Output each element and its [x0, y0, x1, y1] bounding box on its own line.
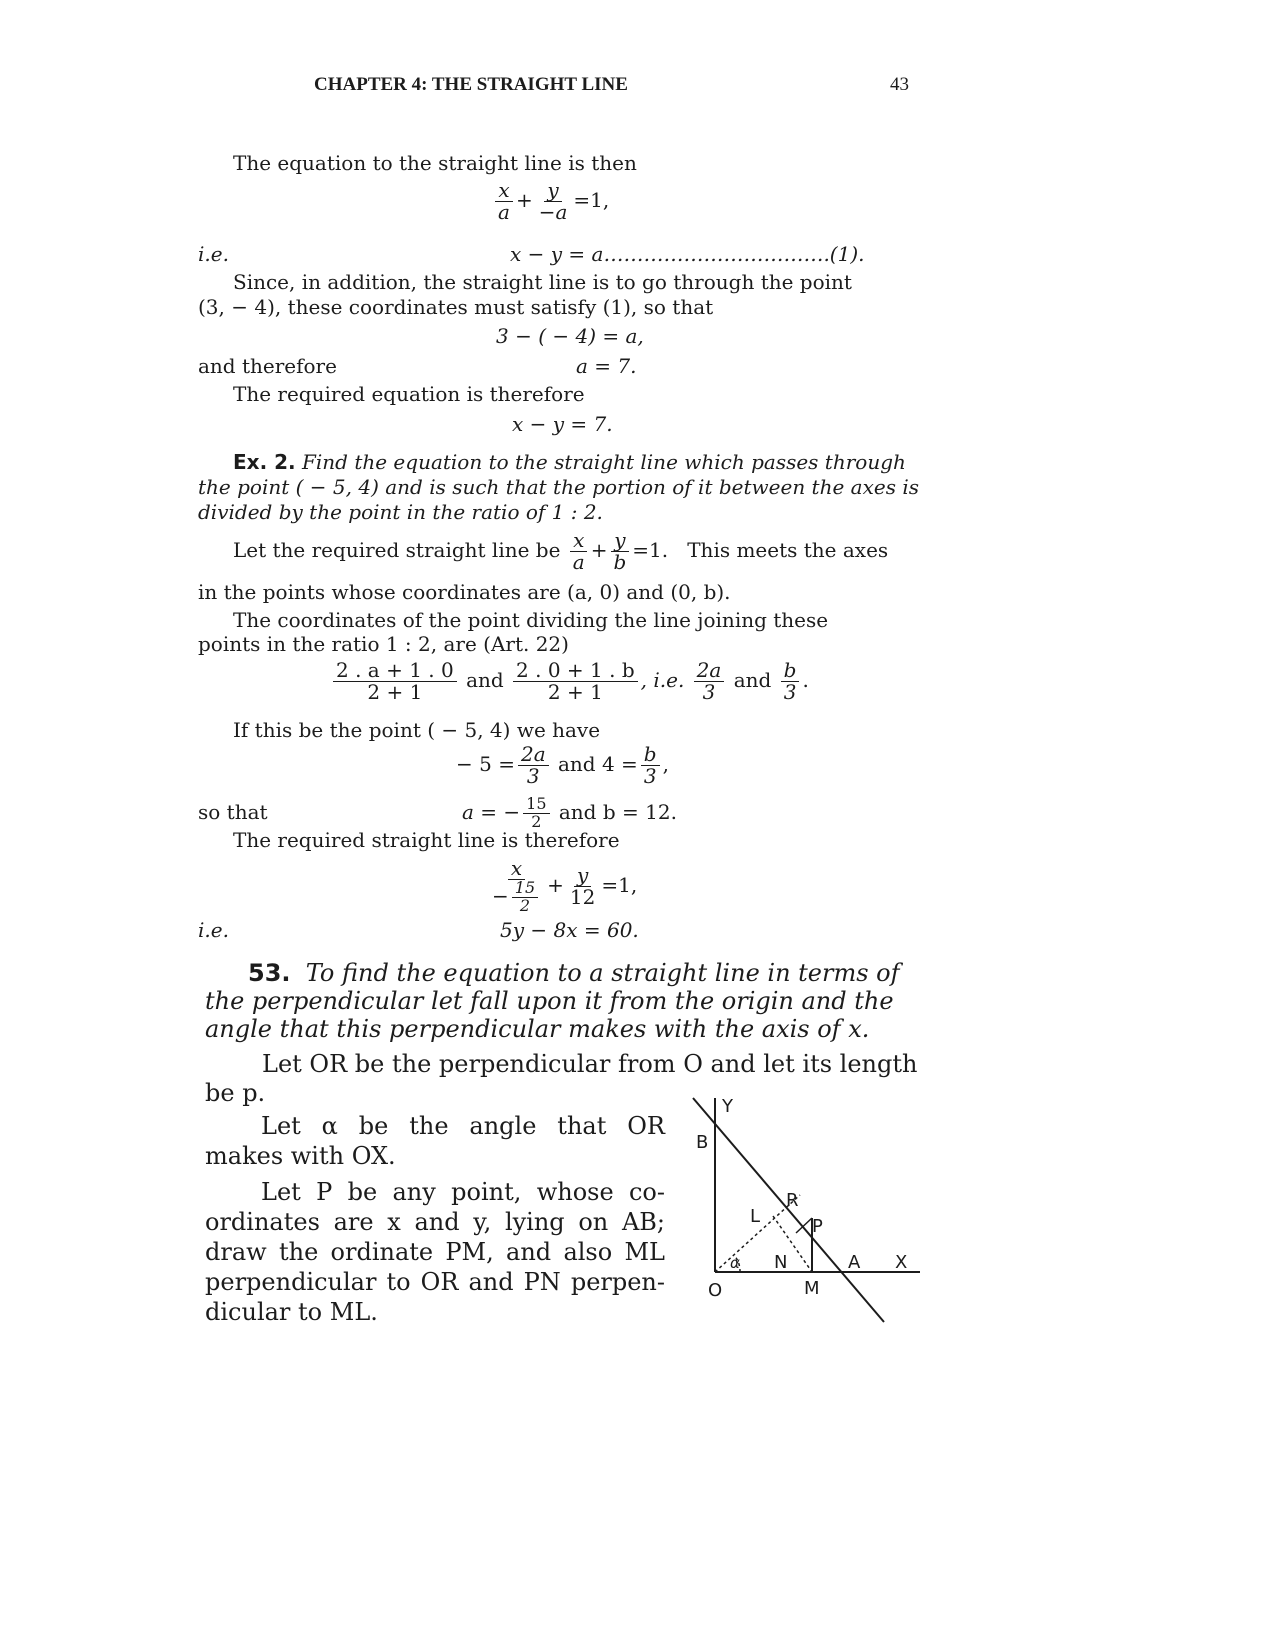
text-line: If this be the point ( − 5, 4) we have — [233, 718, 601, 742]
label-o: O — [708, 1280, 723, 1301]
section-heading: the perpendicular let fall upon it from the origin and the — [205, 987, 894, 1015]
text-line: Let the required straight line be $\frac{x}{a}$ + $\frac{y}{b}$ =1. This meets the axes — [233, 528, 889, 574]
equation-7: − 5 = $\frac{2a}{3}$ and 4 = $\frac{b}{3}$ , — [456, 742, 669, 788]
equation-3: 3 − ( − 4) = a, — [496, 324, 644, 348]
section-heading: angle that this perpendicular makes with the axis of x. — [205, 1015, 870, 1043]
label-m: M — [804, 1278, 820, 1299]
equation-5: x − y = 7. — [512, 412, 613, 436]
label-a: A — [848, 1252, 861, 1273]
text-line: The required straight line is therefore — [233, 828, 620, 852]
label-x: X — [895, 1252, 908, 1273]
label-r: R — [786, 1190, 799, 1211]
equation-2: x − y = a…………………………….(1). — [510, 242, 865, 266]
body-paragraph: Let P be any point, whose co-ordinates are x and y, lying on AB; draw the ordinate PM, and also ML perpendicular to OR and PN perpen-dicular to ML. — [205, 1178, 665, 1326]
text-line: and therefore — [198, 354, 337, 378]
page-number: 43 — [890, 74, 909, 95]
text-line: in the points whose coordinates are (a, 0) and (0, b). — [198, 580, 731, 604]
example-statement: Ex. 2. Find the equation to the straight line which passes through — [233, 450, 906, 474]
equation-10: 5y − 8x = 60. — [500, 918, 639, 942]
example-statement: divided by the point in the ratio of 1 : 2. — [198, 500, 603, 524]
label-alpha: α — [730, 1254, 740, 1272]
text-line: so that — [198, 800, 268, 824]
body-paragraph: Let OR be the perpendicular from O and let its length — [262, 1050, 918, 1078]
text-line: The coordinates of the point dividing the line joining these — [233, 608, 829, 632]
ie-label: i.e. — [198, 918, 229, 942]
label-b: B — [696, 1132, 709, 1153]
chapter-title: CHAPTER 4: THE STRAIGHT LINE — [314, 74, 628, 95]
label-y: Y — [722, 1096, 733, 1117]
text-line: The equation to the straight line is then — [233, 151, 637, 175]
label-l: L — [750, 1206, 761, 1227]
text-line: points in the ratio 1 : 2, are (Art. 22) — [198, 632, 569, 656]
label-n: N — [774, 1252, 788, 1273]
equation-4: a = 7. — [576, 354, 637, 378]
example-statement: the point ( − 5, 4) and is such that the portion of it between the axes is — [198, 475, 919, 499]
equation-9: x − $\frac{15}{2}$ + $\frac{y}{12}$ =1, — [492, 856, 638, 915]
body-paragraph: Let α be the angle that OR makes with OX. — [205, 1112, 665, 1170]
text-line: The required equation is therefore — [233, 382, 585, 406]
text-line: Since, in addition, the straight line is to go through the point — [233, 270, 852, 294]
ie-label: i.e. — [198, 242, 229, 266]
section-heading: 53. To find the equation to a straight line in terms of — [248, 959, 900, 987]
label-p: P — [812, 1216, 823, 1237]
equation-8: a = − $\frac{15}{2}$ and b = 12. — [462, 794, 677, 831]
equation-1: $\frac{x}{a}$ + $\frac{y}{-a}$ =1, — [492, 180, 609, 223]
equation-6: $\frac{2 . a + 1 . 0}{2 + 1}$ and $\frac{2 . 0 + 1 . b}{2 + 1}$ , i.e. $\frac{2a}{3}$ and $\frac{b}{3}$ . — [330, 660, 809, 703]
geometry-diagram — [688, 1090, 938, 1330]
body-paragraph: be p. — [205, 1079, 266, 1107]
text-line: (3, − 4), these coordinates must satisfy (1), so that — [198, 295, 714, 319]
